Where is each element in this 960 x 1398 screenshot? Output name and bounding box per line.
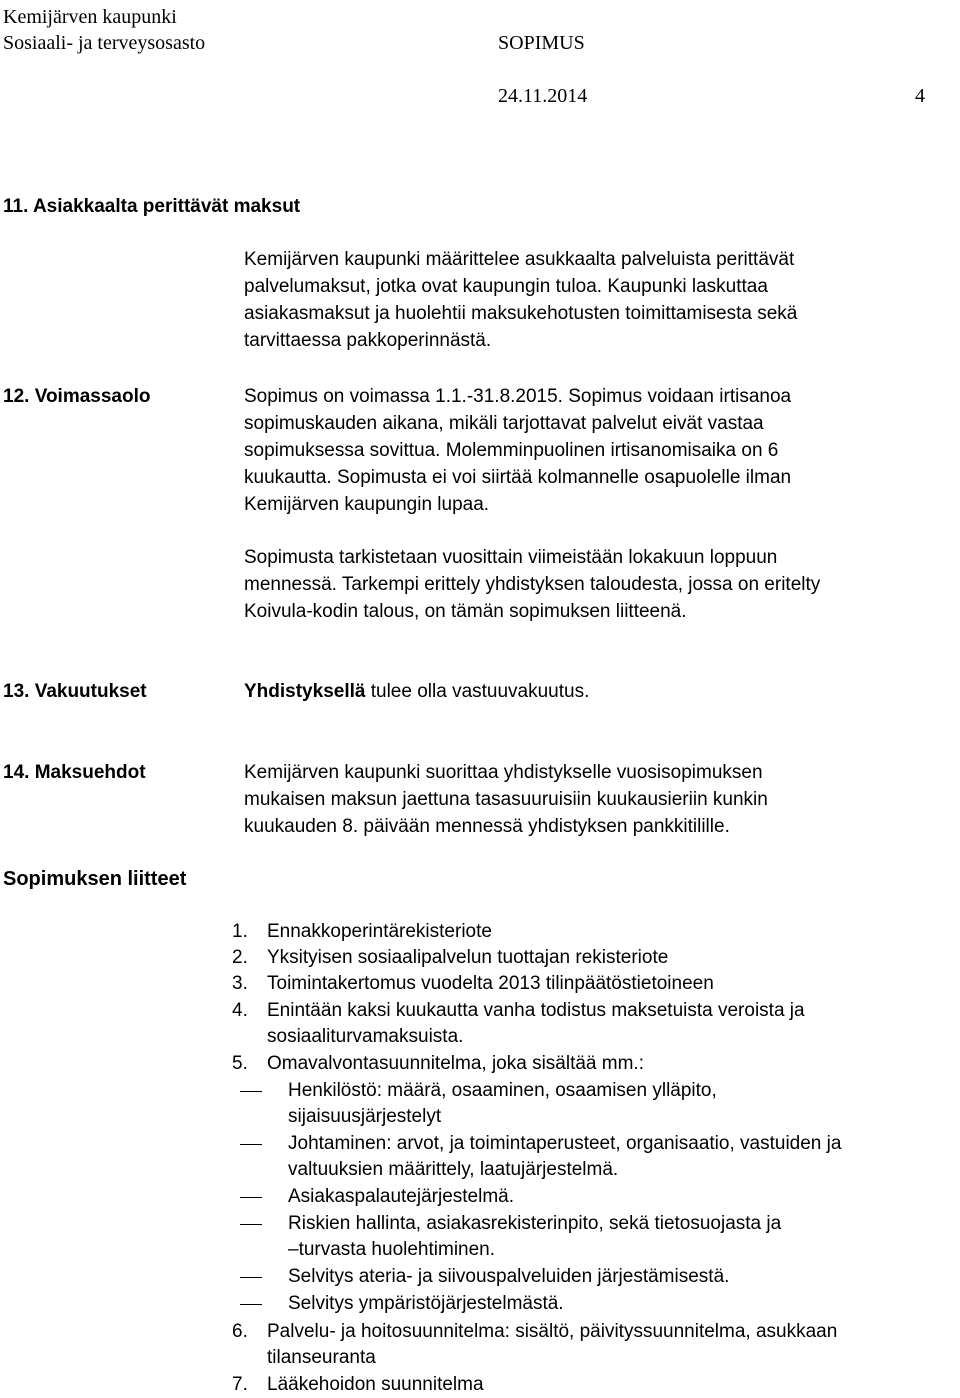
- list-item-continuation: tilanseuranta: [267, 1347, 376, 1368]
- text-line: sopimuksessa sovittua. Molemminpuolinen irtisanomisaika on 6: [244, 440, 779, 461]
- sub-list-item: Selvitys ateria- ja siivouspalveluiden järjestämisestä.: [288, 1266, 730, 1287]
- section-12-title: 12. Voimassaolo: [3, 386, 151, 407]
- body-text: tulee olla vastuuvakuutus.: [365, 681, 590, 702]
- list-number: 1.: [232, 921, 248, 942]
- list-item: Ennakkoperintärekisteriote: [267, 921, 492, 942]
- section-11-title: 11. Asiakkaalta perittävät maksut: [3, 196, 301, 217]
- list-item-continuation: sosiaaliturvamaksuista.: [267, 1026, 464, 1047]
- list-number: 3.: [232, 973, 248, 994]
- text-line: Sopimus on voimassa 1.1.-31.8.2015. Sopimus voidaan irtisanoa: [244, 386, 792, 407]
- text-line: Koivula-kodin talous, on tämän sopimuksen liitteenä.: [244, 601, 687, 622]
- text-line: Kemijärven kaupungin lupaa.: [244, 494, 490, 515]
- text-line: mukaisen maksun jaettuna tasasuuruisiin kuukausieriin kunkin: [244, 789, 768, 810]
- document-date: 24.11.2014: [498, 85, 588, 107]
- text-line: kuukauden 8. päivään mennessä yhdistyksen pankkitilille.: [244, 816, 730, 837]
- dash-bullet-icon: [240, 1224, 262, 1225]
- section-number: 14.: [3, 762, 30, 783]
- section-14-body: [244, 759, 960, 840]
- text-line: palvelumaksut, jotka ovat kaupungin tuloa. Kaupunki laskuttaa: [244, 276, 768, 297]
- sub-list-item-continuation: sijaisuusjärjestelyt: [288, 1106, 442, 1127]
- section-label: Maksuehdot: [29, 762, 146, 783]
- section-11-body: [244, 246, 960, 354]
- page-number: 4: [915, 85, 925, 107]
- sub-list-item: Johtaminen: arvot, ja toimintaperusteet, organisaatio, vastuiden ja: [288, 1133, 842, 1154]
- text-line: kuukautta. Sopimusta ei voi siirtää kolmannelle osapuolelle ilman: [244, 467, 792, 488]
- dash-bullet-icon: [240, 1277, 262, 1278]
- list-number: 6.: [232, 1321, 248, 1342]
- list-item: Enintään kaksi kuukautta vanha todistus maksetuista veroista ja: [267, 1000, 805, 1021]
- section-12-body: [244, 383, 960, 518]
- list-number: 7.: [232, 1374, 248, 1395]
- section-12-body-2: [244, 544, 960, 625]
- text-line: Kemijärven kaupunki määrittelee asukkaalta palveluista perittävät: [244, 249, 795, 270]
- sub-list-item: Asiakaspalautejärjestelmä.: [288, 1186, 515, 1207]
- text-line: sopimuskauden aikana, mikäli tarjottavat palvelut eivät vastaa: [244, 413, 764, 434]
- section-13-body: [244, 678, 589, 705]
- document-type: SOPIMUS: [498, 32, 585, 54]
- text-line: asiakasmaksut ja huolehtii maksukehotusten toimittamisesta sekä: [244, 303, 798, 324]
- list-item: Omavalvontasuunnitelma, joka sisältää mm.:: [267, 1053, 644, 1074]
- dash-bullet-icon: [240, 1091, 262, 1092]
- section-13-title: 13. Vakuutukset: [3, 681, 147, 702]
- list-number: 4.: [232, 1000, 248, 1021]
- list-item: Palvelu- ja hoitosuunnitelma: sisältö, päivityssuunnitelma, asukkaan: [267, 1321, 838, 1342]
- sub-list-item-continuation: –turvasta huolehtiminen.: [288, 1239, 496, 1260]
- text-line: tarvittaessa pakkoperinnästä.: [244, 330, 492, 351]
- attachments-title: Sopimuksen liitteet: [3, 868, 187, 890]
- text-line: Sopimusta tarkistetaan vuosittain viimeistään lokakuun loppuun: [244, 547, 778, 568]
- sub-list-item: Selvitys ympäristöjärjestelmästä.: [288, 1293, 564, 1314]
- list-item: Lääkehoidon suunnitelma: [267, 1374, 484, 1395]
- sub-list-item: Riskien hallinta, asiakasrekisterinpito, sekä tietosuojasta ja: [288, 1213, 782, 1234]
- org-name: Kemijärven kaupunki: [3, 6, 177, 28]
- text-line: mennessä. Tarkempi erittely yhdistyksen taloudesta, jossa on eritelty: [244, 574, 821, 595]
- section-14-title: [3, 759, 146, 786]
- dash-bullet-icon: [240, 1197, 262, 1198]
- bold-word: Yhdistyksellä: [244, 681, 366, 702]
- department-name: Sosiaali- ja terveysosasto: [3, 32, 206, 54]
- list-item: Yksityisen sosiaalipalvelun tuottajan rekisteriote: [267, 947, 669, 968]
- sub-list-item: Henkilöstö: määrä, osaaminen, osaamisen ylläpito,: [288, 1080, 717, 1101]
- sub-list-item-continuation: valtuuksien määrittely, laatujärjestelmä.: [288, 1159, 619, 1180]
- dash-bullet-icon: [240, 1304, 262, 1305]
- list-item: Toimintakertomus vuodelta 2013 tilinpäätöstietoineen: [267, 973, 714, 994]
- dash-bullet-icon: [240, 1144, 262, 1145]
- list-number: 2.: [232, 947, 248, 968]
- text-line: Kemijärven kaupunki suorittaa yhdistykselle vuosisopimuksen: [244, 762, 763, 783]
- list-number: 5.: [232, 1053, 248, 1074]
